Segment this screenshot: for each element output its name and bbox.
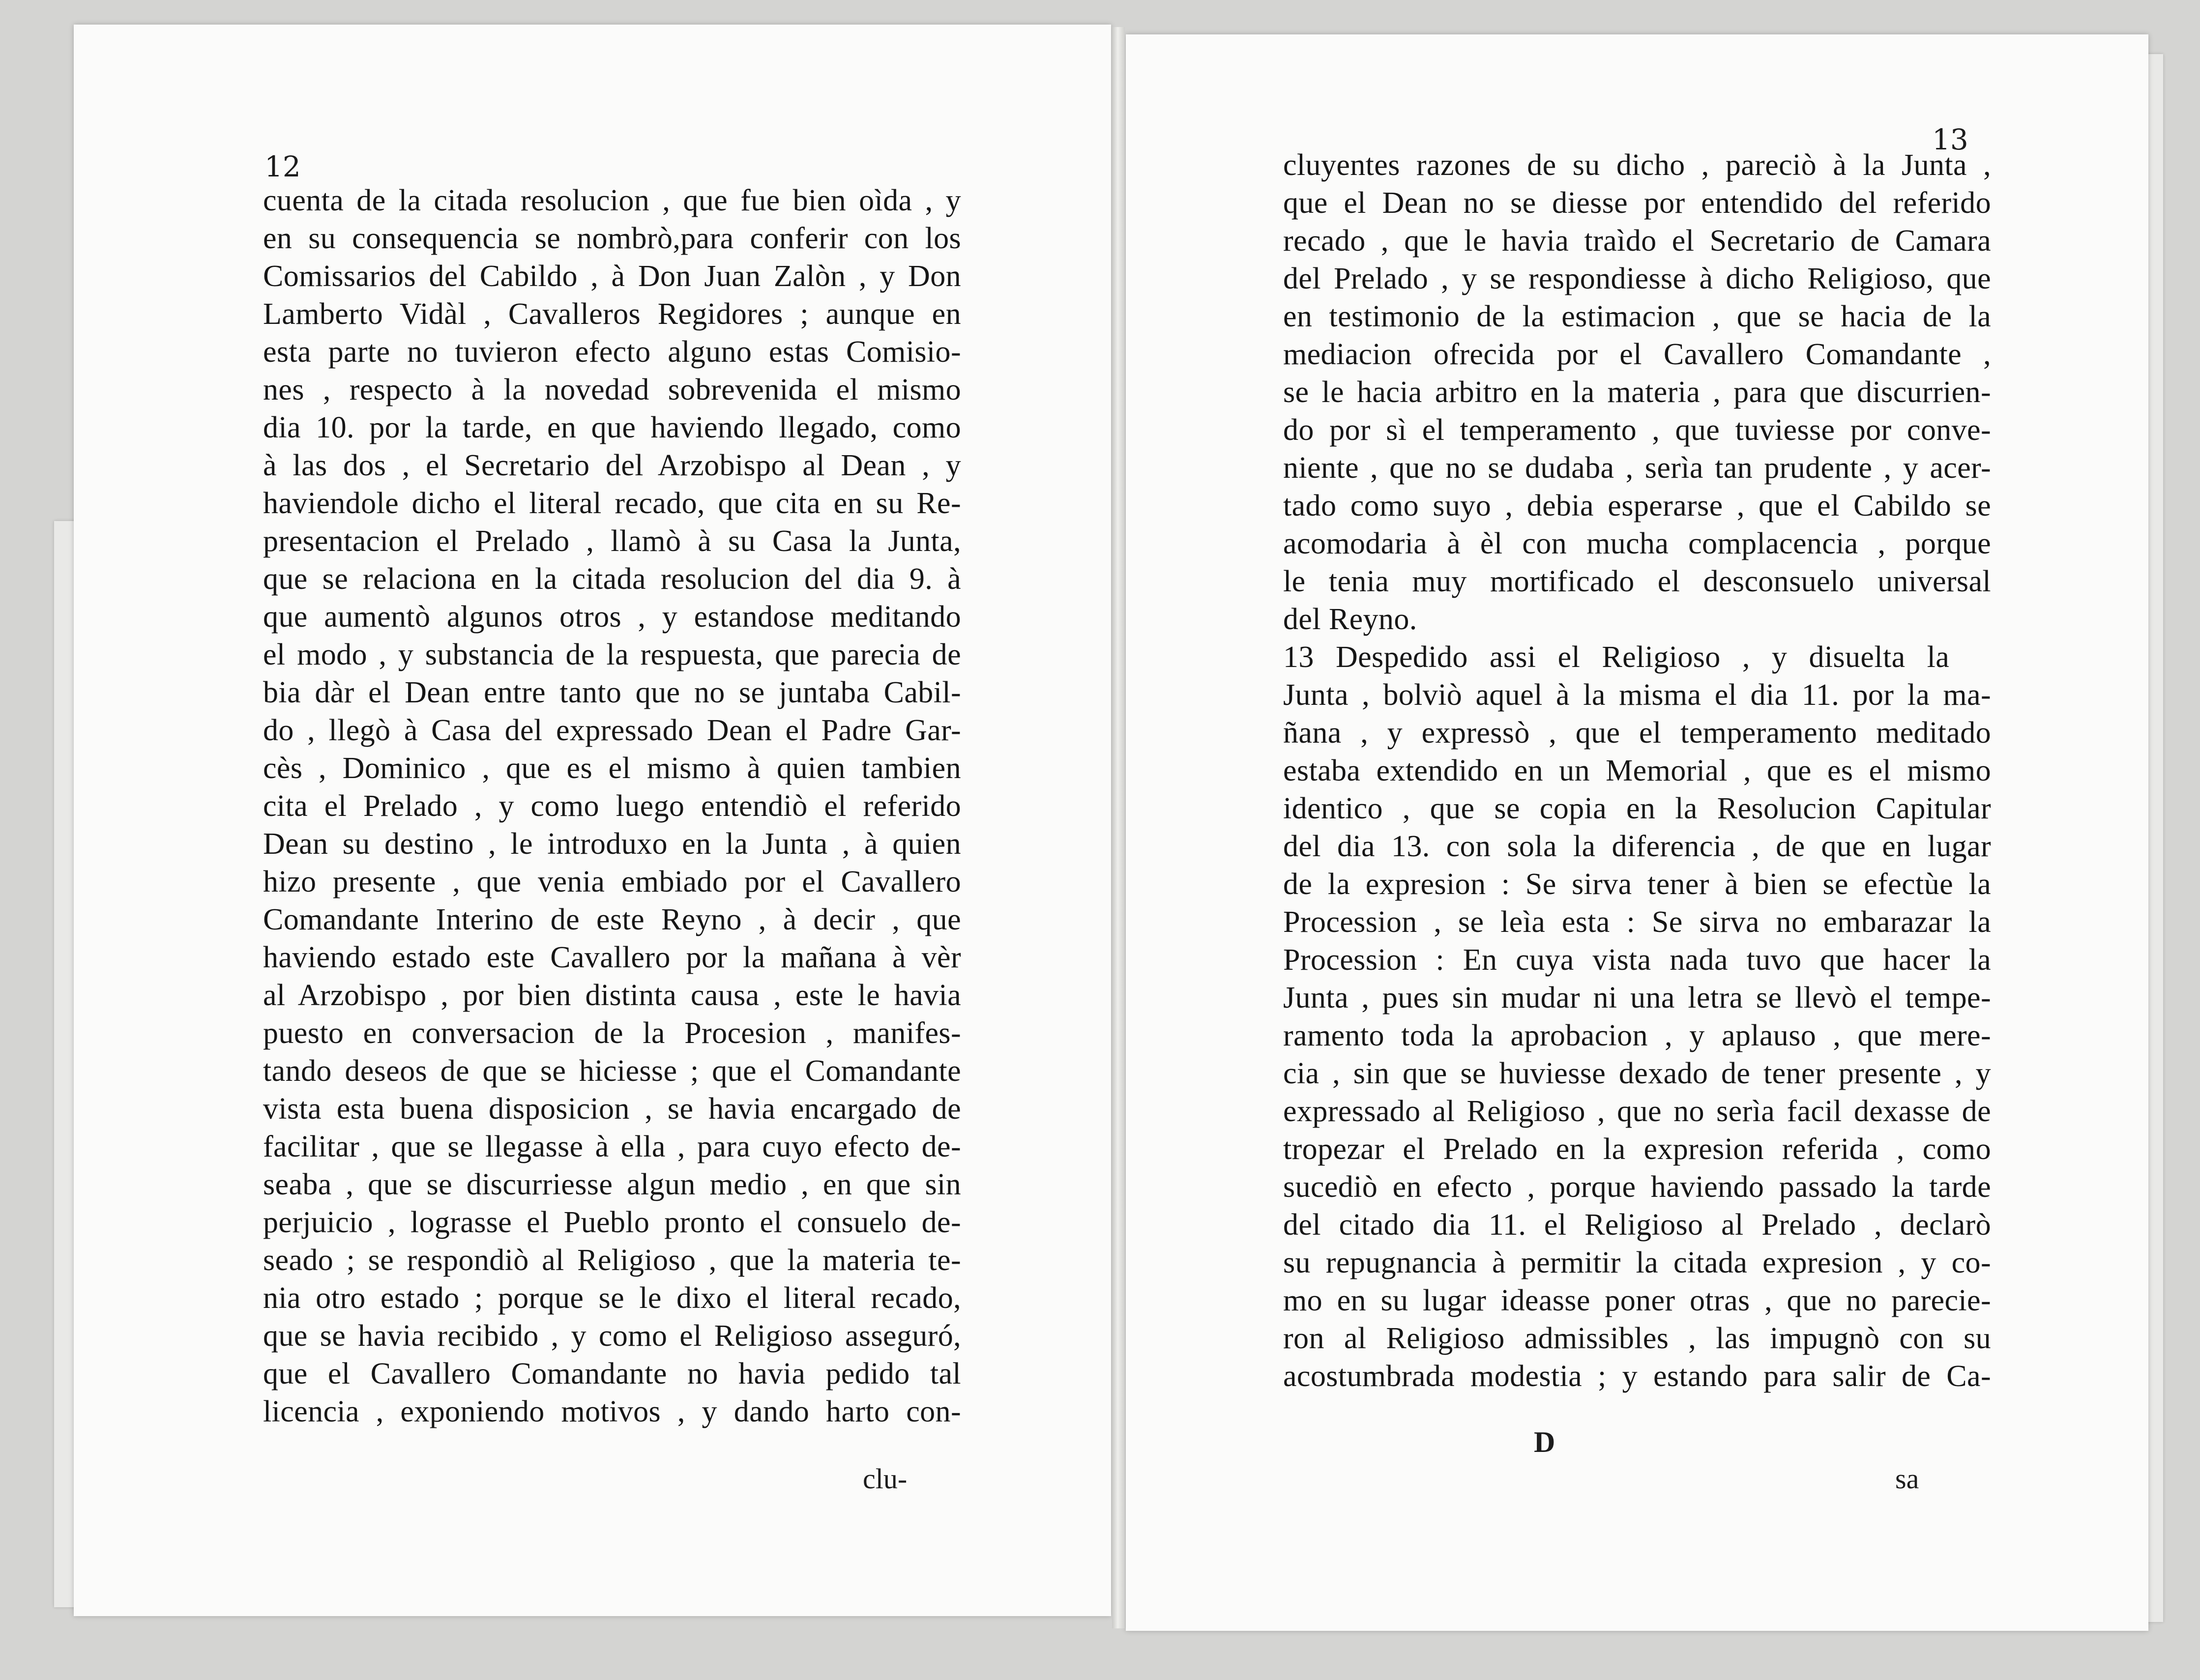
left-page-line: do , llegò à Casa del expressado Dean el Padre Gar- bbox=[263, 714, 961, 747]
left-page-line: puesto en conversacion de la Procesion , manifes- bbox=[263, 1016, 961, 1050]
left-page-line: Comissarios del Cabildo , à Don Juan Zalòn , y Don bbox=[263, 260, 961, 293]
left-page-line: bia dàr el Dean entre tanto que no se juntaba Cabil- bbox=[263, 676, 961, 709]
left-page-line: à las dos , el Secretario del Arzobispo al Dean , y bbox=[263, 449, 961, 482]
left-catchword: clu- bbox=[863, 1463, 908, 1495]
right-page-line: su repugnancia à permitir la citada expresion , y co- bbox=[1283, 1246, 1991, 1279]
right-page-text bbox=[1283, 146, 1991, 1395]
left-page-line: Dean su destino , le introduxo en la Junta , à quien bbox=[263, 827, 961, 861]
right-page-line: Procession , se leìa esta : Se sirva no embarazar la bbox=[1283, 905, 1991, 939]
left-page-line: que se havia recibido , y como el Religioso asseguró, bbox=[263, 1319, 961, 1353]
right-catchword: sa bbox=[1895, 1463, 1919, 1495]
right-page-line: que el Dean no se diesse por entendido del referido bbox=[1283, 186, 1991, 220]
left-page-line: facilitar , que se llegasse à ella , para cuyo efecto de- bbox=[263, 1130, 961, 1163]
left-page-line: vista esta buena disposicion , se havia encargado de bbox=[263, 1092, 961, 1126]
left-page-line: seado ; se respondiò al Religioso , que la materia te- bbox=[263, 1244, 961, 1277]
right-page-line: expressado al Religioso , que no serìa facil dexasse de bbox=[1283, 1095, 1991, 1128]
right-page-line: recado , que le havia traìdo el Secretario de Camara bbox=[1283, 224, 1991, 258]
right-page-line: acostumbrada modestia ; y estando para salir de Ca- bbox=[1283, 1360, 1991, 1393]
left-page-line: nia otro estado ; porque se le dixo el literal recado, bbox=[263, 1281, 961, 1315]
right-page-line: mediacion ofrecida por el Cavallero Comandante , bbox=[1283, 338, 1991, 371]
left-page-line: perjuicio , lograsse el Pueblo pronto el consuelo de- bbox=[263, 1206, 961, 1239]
right-page-line: estaba extendido en un Memorial , que es el mismo bbox=[1283, 754, 1991, 787]
left-page-line: esta parte no tuvieron efecto alguno estas Comisio- bbox=[263, 335, 961, 369]
right-page-line: cluyentes razones de su dicho , pareciò à la Junta , bbox=[1283, 148, 1991, 182]
right-page-line: de la expresion : Se sirva tener à bien se efectùe la bbox=[1283, 868, 1991, 901]
right-page-line: tropezar el Prelado en la expresion referida , como bbox=[1283, 1132, 1991, 1166]
signature-mark: D bbox=[1534, 1426, 1555, 1458]
right-page-line: tado como suyo , debia esperarse , que el Cabildo se bbox=[1283, 489, 1991, 522]
left-page-line: Lamberto Vidàl , Cavalleros Regidores ; aunque en bbox=[263, 297, 961, 331]
right-page-line: ron al Religioso admissibles , las impugnò con su bbox=[1283, 1322, 1991, 1355]
left-page-line: tando deseos de que se hiciesse ; que el Comandante bbox=[263, 1054, 961, 1088]
right-page-line: 13 Despedido assi el Religioso , y disuelta la bbox=[1283, 640, 1950, 674]
right-page-line: cia , sin que se huviesse dexado de tener presente , y bbox=[1283, 1057, 1991, 1090]
left-page-line: al Arzobispo , por bien distinta causa , este le havia bbox=[263, 979, 961, 1012]
left-page-line: haviendo estado este Cavallero por la mañana à vèr bbox=[263, 941, 961, 974]
left-page-line: en su consequencia se nombrò,para conferir con los bbox=[263, 222, 961, 255]
right-page-line: le tenia muy mortificado el desconsuelo universal bbox=[1283, 565, 1991, 598]
left-page-text bbox=[263, 182, 961, 1431]
left-page-line: presentacion el Prelado , llamò à su Casa la Junta, bbox=[263, 524, 961, 558]
right-page-line: ñana , y expressò , que el temperamento meditado bbox=[1283, 716, 1991, 750]
left-page-line: cuenta de la citada resolucion , que fue bien oìda , y bbox=[263, 184, 961, 217]
right-page-line: do por sì el temperamento , que tuviesse por conve- bbox=[1283, 413, 1991, 447]
right-page-line: del dia 13. con sola la diferencia , de que en lugar bbox=[1283, 830, 1991, 863]
right-page-line: mo en su lugar ideasse poner otras , que no parecie- bbox=[1283, 1284, 1991, 1317]
book-gutter bbox=[1112, 27, 1125, 1628]
right-page-line: Junta , pues sin mudar ni una letra se llevò el tempe- bbox=[1283, 981, 1991, 1014]
right-page-line: del Reyno. bbox=[1283, 603, 1417, 636]
right-page-number: 13 bbox=[1932, 123, 1968, 156]
right-page-line: identico , que se copia en la Resolucion Capitular bbox=[1283, 792, 1991, 825]
right-page-line: sucediò en efecto , porque haviendo passado la tarde bbox=[1283, 1170, 1991, 1204]
right-page-line: ramento toda la aprobacion , y aplauso , que mere- bbox=[1283, 1019, 1991, 1052]
left-page-line: hizo presente , que venia embiado por el Cavallero bbox=[263, 865, 961, 898]
left-page-line: Comandante Interino de este Reyno , à decir , que bbox=[263, 903, 961, 936]
right-page-line: en testimonio de la estimacion , que se hacia de la bbox=[1283, 300, 1991, 333]
left-page-line: que el Cavallero Comandante no havia pedido tal bbox=[263, 1357, 961, 1390]
right-page-line: del citado dia 11. el Religioso al Prelado , declarò bbox=[1283, 1208, 1991, 1242]
left-page-line: que se relaciona en la citada resolucion del dia 9. à bbox=[263, 562, 961, 596]
left-page-number: 12 bbox=[264, 150, 301, 183]
left-page-line: seaba , que se discurriesse algun medio , en que sin bbox=[263, 1168, 961, 1201]
right-page-line: acomodaria à èl con mucha complacencia , porque bbox=[1283, 527, 1991, 560]
left-page-line: cita el Prelado , y como luego entendiò el referido bbox=[263, 789, 961, 823]
right-page-line: Junta , bolviò aquel à la misma el dia 11. por la ma- bbox=[1283, 678, 1991, 712]
right-page-line: Procession : En cuya vista nada tuvo que hacer la bbox=[1283, 943, 1991, 977]
left-page-line: haviendole dicho el literal recado, que cita en su Re- bbox=[263, 487, 961, 520]
left-page-line: nes , respecto à la novedad sobrevenida el mismo bbox=[263, 373, 961, 406]
right-page-line: se le hacia arbitro en la materia , para que discurrien- bbox=[1283, 376, 1991, 409]
right-page-line: del Prelado , y se respondiesse à dicho Religioso, que bbox=[1283, 262, 1991, 295]
left-page-line: cès , Dominico , que es el mismo à quien tambien bbox=[263, 752, 961, 785]
right-page-line: niente , que no se dudaba , serìa tan prudente , y acer- bbox=[1283, 451, 1991, 485]
left-page-line: dia 10. por la tarde, en que haviendo llegado, como bbox=[263, 411, 961, 444]
left-page-line: el modo , y substancia de la respuesta, que parecia de bbox=[263, 638, 961, 671]
left-page-line: que aumentò algunos otros , y estandose meditando bbox=[263, 600, 961, 634]
left-page-line: licencia , exponiendo motivos , y dando harto con- bbox=[263, 1395, 961, 1428]
